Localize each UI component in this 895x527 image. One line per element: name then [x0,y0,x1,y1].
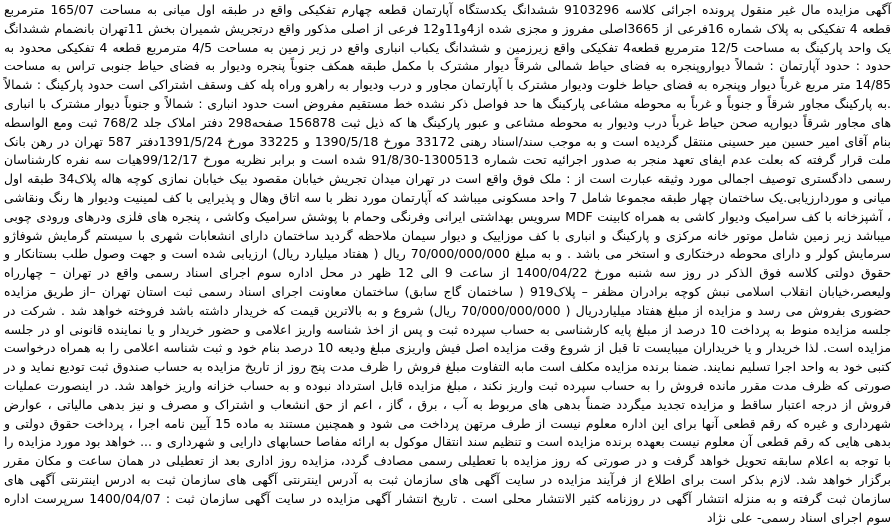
auction-notice-text: آگهی مزایده مال غیر منقول پرونده اجرائی کلاسه 9103296 ششدانگ یکدستگاه آپارتمان قطعه چهارم تفکیکی واقع در طبقه اول میانی به مساحت 165/07 مترمربع قطعه 4 تفکیکی به پلاک شماره 16فرعی از 3665اصلی مفروز و مجزی شده از4و11و12 فرعی از اصلی مذکور واقع درتجریش شمیران بخش 11تهران بانضمام ششدانگ یک واحد پارکینگ به مساحت 12/5 مترمربع قطعه4 تفکیکی واقع زیرزمین و ششدانگ یکباب انباری واقع در زیر زمین به مساحت 4/5 مترمربع قطعه 4 تفکیکی محدود به حدود : حدود آپارتمان : شمالاً دیواروپنجره به فضای حیاط شمالی شرقاً دیوار مشترک با مکمل طبقه همکف جنوباً پنجره ودیوار به فضای حیاط جنوبی تراس به مساحت 14/85 متر مربع غرباً دیوار وپنجره به فضای حیاط خلوت ودیوار مشترک با آپارتمان مجاور و درب ودیوار به راهرو وراه پله کف وسقف اشتراکی است حدود پارکینگ : شمالاً .به پارکینگ مجاور شرقاً و جنوباً و غرباً به محوطه مشاعی پارکینگ ها حد فواصل ذکر نشده خط مستقیم مفروض است حدود انباری : شمالاً و جنوباً دیوار مشترک با انباری های مجاور شرقاً دیوارپه صحن حیاط غرباً درب ودیوار به محوطه مشاعی و عبور پارکینگ ها که ذیل ثبت 156878 صفحه298 دفتر املاک جلد 768/2 ثبت ومع الواسطه بنام آقای امیر حسین میر حسینی منتقل گردیده است و به موجب سند/اسناد رهنی 33172 مورخ 1390/5/18 و 33225 مورخ 1391/5/24دفتر 587 تهران در رهن بانک ملت قرار گرفته که بعلت عدم ایفای تعهد منجر به صدور اجرائیه تحت شماره 1300513-91/8/30 شده است و برابر نظریه مورخ 99/12/17هیات سه نفره کارشناسان رسمی دادگستری توصیف اجمالی مورد وثیقه عبارت است از : ملک فوق واقع است در تهران میدان تجریش خیابان مقصود بیک خیابان نمازی کوچه هاله پلاک34 طبقه اول میانی و موردارزیابی.یک ساختمان چهار طبقه مجموعا شامل 7 واحد مسکونی میباشد که آپارتمان مورد نظر با سه اتاق وهال و پذیرایی با کف لمینیت ودیوار ها رنگ ونقاشی ، آشپزخانه با کف سرامیک ودیوار کاشی به همراه کابینت MDF سرویس بهداشتی ایرانی وفرنگی وحمام با پوشش سرامیک وکاشی ، پنجره های فلزی ودرهای ورودی چوبی میباشد زیر زمین شامل موتور خانه مرکزی و پارکینگ و انباری با کف موزاییک و دیوار سیمان ملاحظه گردید ساختمان دارای انشعابات شهری با سیستم گرمایش شوفاژو سرمایش کولر و دارای محوطه درختکاری و استخر می باشد . و به مبلغ 70/000/000/000 ریال ( هفتاد میلیارد ریال) ارزیابی شده است و جهت وصول طلب بستانکار و حقوق دولتی کلاسه فوق الذکر در روز سه شنبه مورخ 1400/04/22 از ساعت 9 الی 12 ظهر در محل اداره سوم اجرای اسناد رسمی واقع در تهران – چهارراه ولیعصر،خیابان انقلاب اسلامی نبش کوچه برادران مظفر – پلاک919 ( ساختمان گاج سابق) ساختمان معاونت اجرای اسناد رسمی ثبت استان تهران –از طریق مزایده حضوری بفروش می رسد و مزایده از مبلغ هفتاد میلیاردریال ( 70/000/000/000 ریال) شروع و به بالاترین قیمت که خریدار داشته باشد فروخته خواهد شد . شرکت در جلسه مزایده منوط به پرداخت 10 درصد از مبلغ پایه کارشناسی به حساب سپرده ثبت و پس از اخذ شناسه واریز اعلامی و حضور خریدار و یا نماینده قانونی او در جلسه مزایده است. لذا خریدار و یا خریداران میبایست تا قبل از شروع وقت مزایده اصل فیش واریزی مبلغ ودیعه 10 درصد بنام خود و ثبت شناسه اعلامی را به همراه درخواست کتبی خود به واحد اجرا تسلیم نمایند. ضمنا برنده مزایده مکلف است مابه التفاوت مبلغ فروش را ظرف مدت پنج روز از تاریخ مزایده به حساب صندوق ثبت تودیع نماید و در صورتی که ظرف مدت مقرر مانده فروش را به حساب سپرده ثبت واریز نکند ، مبلغ مزایده قابل استرداد نبوده و به حساب خزانه واریز خواهد شد. در اینصورت عملیات فروش از درجه اعتبار ساقط و مزایده تجدید میگردد ضمناً بدهی های مربوط به آب ، برق ، گاز ، اعم از حق انشعاب و اشتراک و مصرف و نیز بدهی مالیاتی ، عوارض شهرداری و غیره که رقم قطعی آنها برای این اداره معلوم نیست از طرف مرتهن پرداخت می شود و همچنین مستند به ماده 15 آیین نامه اجرا ، پرداخت حقوق دولتی و بدهی هایی که رقم قطعی آن معلوم نیست بعهده برنده مزایده است و تنظیم سند انتقال موکول به ارائه مفاصا حسابهای دارایی و شهرداری و ... خواهد بود مورد مزایده را با توجه به اعلام سابقه تحویل خواهد گرفت و در صورتی که روز مزایده با تعطیلی رسمی مصادف گردد، مزایده روز اداری بعد از تعطیلی در همان ساعت و مکان مقرر برگزار خواهد شد. لازم بذکر است برای اطلاع از فرآیند مزایده در سایت آگهی های سازمان ثبت به آدرس اینترنتی آگهی های سازمان ثبت به ادرس اینترنتی آگهی های سازمان ثبت گرفته و به منزله انتشار آگهی در روزنامه کثیر الانتشار محلی است . تاریخ انتشار آگهی مزایده در سایت آگهی سازمان ثبت : 1400/04/07 سرپرست اداره سوم اجرای اسناد رسمی- علی نژاد [4,2,891,525]
